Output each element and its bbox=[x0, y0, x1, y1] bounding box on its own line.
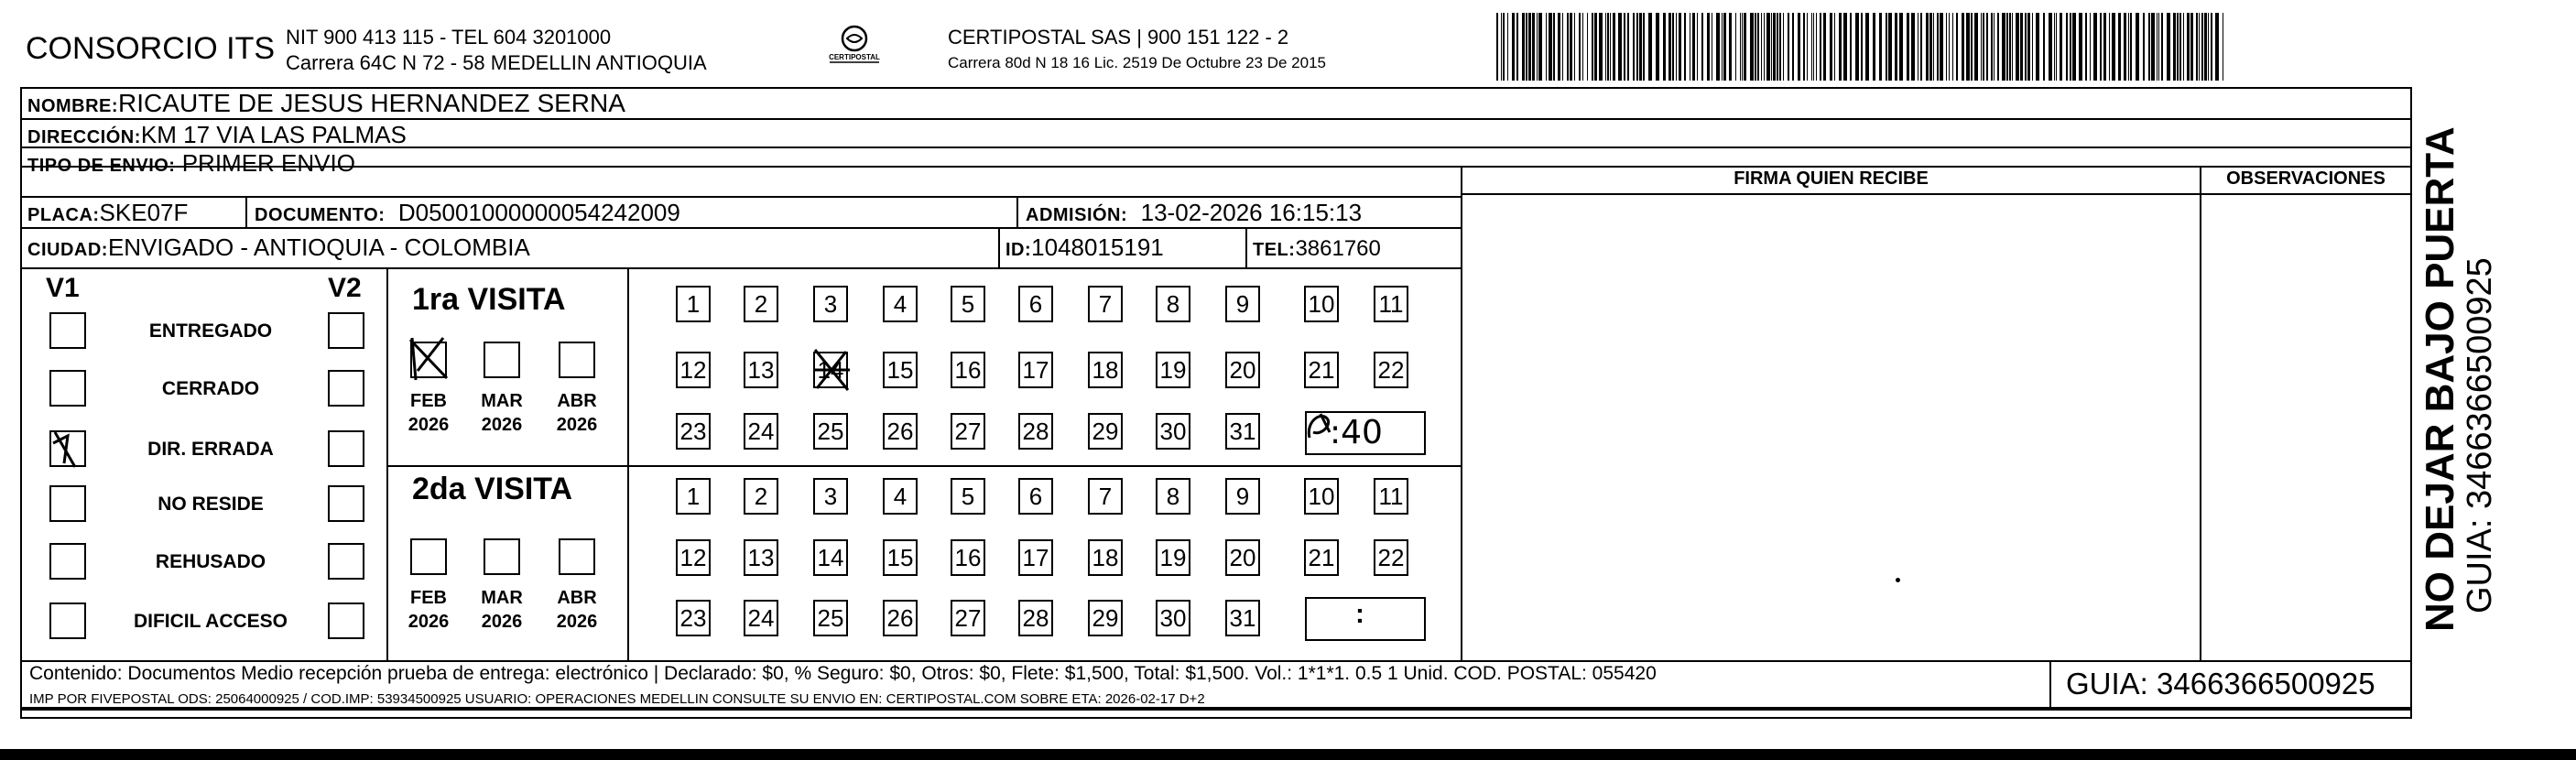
day-box[interactable]: 24 bbox=[744, 413, 778, 450]
visit2-time-box[interactable] bbox=[1305, 597, 1426, 641]
day-box[interactable]: 9 bbox=[1225, 286, 1260, 322]
status-label: REHUSADO bbox=[155, 551, 266, 572]
day-box[interactable]: 15 bbox=[883, 352, 918, 388]
carrier-name: CERTIPOSTAL SAS | 900 151 122 - 2 bbox=[948, 26, 1289, 49]
day-box[interactable]: 14 bbox=[813, 539, 848, 576]
v2-checkbox[interactable] bbox=[328, 543, 364, 580]
visit1-time-handwriting: :40 bbox=[1330, 414, 1383, 451]
ciudad-field: CIUDAD:ENVIGADO - ANTIOQUIA - COLOMBIA bbox=[27, 233, 530, 261]
day-box[interactable]: 31 bbox=[1225, 413, 1260, 450]
status-label: NO RESIDE bbox=[158, 494, 264, 515]
day-box[interactable]: 2 bbox=[744, 286, 778, 322]
year-label: 2026 bbox=[556, 612, 598, 632]
day-box[interactable]: 7 bbox=[1088, 478, 1123, 515]
status-label: CERRADO bbox=[161, 378, 260, 399]
day-box[interactable]: 25 bbox=[813, 413, 848, 450]
day-box[interactable]: 17 bbox=[1018, 539, 1053, 576]
month-label: FEB bbox=[410, 588, 447, 608]
v2-checkbox[interactable] bbox=[328, 485, 364, 522]
visit1-title: 1ra VISITA bbox=[412, 282, 566, 317]
side-text bbox=[2420, 55, 2499, 632]
month-checkbox[interactable] bbox=[559, 538, 595, 575]
v2-checkbox[interactable] bbox=[328, 430, 364, 467]
day-box[interactable]: 15 bbox=[883, 539, 918, 576]
day-box[interactable]: 30 bbox=[1156, 600, 1190, 636]
nombre-field: NOMBRE:RICAUTE DE JESUS HERNANDEZ SERNA bbox=[27, 89, 625, 117]
speck bbox=[1896, 578, 1900, 582]
day-box[interactable]: 28 bbox=[1018, 600, 1053, 636]
status-label: DIR. ERRADA bbox=[147, 439, 274, 460]
day-box[interactable]: 5 bbox=[951, 286, 985, 322]
documento-field: DOCUMENTO: D05001000000054242009 bbox=[255, 199, 680, 226]
day-box[interactable]: 1 bbox=[676, 478, 711, 515]
company-address: Carrera 64C N 72 - 58 MEDELLIN ANTIOQUIA bbox=[286, 51, 707, 74]
year-label: 2026 bbox=[408, 612, 450, 632]
day-box[interactable]: 10 bbox=[1304, 478, 1339, 515]
carrier-address: Carrera 80d N 18 16 Lic. 2519 De Octubre 23 De 2015 bbox=[948, 54, 1326, 71]
v1-checkbox[interactable] bbox=[49, 485, 86, 522]
v1-checkbox[interactable] bbox=[49, 603, 86, 639]
day-box[interactable]: 26 bbox=[883, 413, 918, 450]
day-box[interactable]: 18 bbox=[1088, 539, 1123, 576]
footer-imp: IMP POR FIVEPOSTAL ODS: 25064000925 / COD.IMP: 53934500925 USUARIO: OPERACIONES MEDELLIN CONSULTE SU ENVIO EN: CERTIPOSTAL.COM SOBRE ETA: 2026-02-17 D+2 bbox=[29, 691, 1205, 707]
day-box[interactable]: 30 bbox=[1156, 413, 1190, 450]
day-box[interactable]: 11 bbox=[1374, 286, 1408, 322]
day-box[interactable]: 18 bbox=[1088, 352, 1123, 388]
v2-checkbox[interactable] bbox=[328, 312, 364, 349]
feb-mark bbox=[407, 334, 454, 390]
side-guia: GUIA: 3466366500925 bbox=[2461, 257, 2499, 613]
day-box[interactable]: 13 bbox=[744, 539, 778, 576]
svg-text:CERTIPOSTAL: CERTIPOSTAL bbox=[829, 53, 880, 61]
day-box[interactable]: 7 bbox=[1088, 286, 1123, 322]
day-box[interactable]: 6 bbox=[1018, 478, 1053, 515]
day-mark bbox=[810, 346, 853, 398]
id-field: ID:1048015191 bbox=[1005, 233, 1164, 261]
day-box[interactable]: 13 bbox=[744, 352, 778, 388]
day-box[interactable]: 27 bbox=[951, 413, 985, 450]
firma-header: FIRMA QUIEN RECIBE bbox=[1734, 168, 1929, 189]
day-box[interactable]: 23 bbox=[676, 413, 711, 450]
month-checkbox[interactable] bbox=[410, 538, 447, 575]
v2-checkbox[interactable] bbox=[328, 603, 364, 639]
status-label: ENTREGADO bbox=[148, 320, 273, 342]
v1-checkbox[interactable] bbox=[49, 543, 86, 580]
day-box[interactable]: 22 bbox=[1374, 539, 1408, 576]
month-label: ABR bbox=[557, 391, 597, 411]
day-box[interactable]: 11 bbox=[1374, 478, 1408, 515]
v1-header: V1 bbox=[46, 273, 80, 303]
day-box[interactable]: 4 bbox=[883, 478, 918, 515]
dir-errada-mark bbox=[48, 427, 92, 475]
year-label: 2026 bbox=[556, 415, 598, 435]
day-box[interactable]: 16 bbox=[951, 539, 985, 576]
day-box[interactable]: 21 bbox=[1304, 352, 1339, 388]
day-box[interactable]: 3 bbox=[813, 286, 848, 322]
month-label: ABR bbox=[557, 588, 597, 608]
day-box[interactable]: 8 bbox=[1156, 478, 1190, 515]
month-label: FEB bbox=[410, 391, 447, 411]
certipostal-logo bbox=[813, 22, 896, 73]
v1-checkbox[interactable] bbox=[49, 370, 86, 407]
tipo-envio-field: TIPO DE ENVIO: PRIMER ENVIO bbox=[27, 149, 355, 177]
footer-guia: GUIA: 3466366500925 bbox=[2066, 667, 2375, 700]
day-box[interactable]: 19 bbox=[1156, 352, 1190, 388]
company-name: CONSORCIO ITS bbox=[26, 31, 276, 66]
month-checkbox[interactable] bbox=[484, 538, 520, 575]
day-box[interactable]: 3 bbox=[813, 478, 848, 515]
v1-checkbox[interactable] bbox=[49, 312, 86, 349]
company-nit: NIT 900 413 115 - TEL 604 3201000 bbox=[286, 26, 612, 49]
observaciones-header: OBSERVACIONES bbox=[2226, 168, 2386, 189]
day-box[interactable]: 17 bbox=[1018, 352, 1053, 388]
day-box[interactable]: 20 bbox=[1225, 352, 1260, 388]
day-box[interactable]: 25 bbox=[813, 600, 848, 636]
admision-field: ADMISIÓN: 13-02-2026 16:15:13 bbox=[1026, 199, 1363, 226]
year-label: 2026 bbox=[481, 415, 523, 435]
day-box[interactable]: 26 bbox=[883, 600, 918, 636]
barcode bbox=[1495, 13, 2227, 81]
day-box[interactable]: 24 bbox=[744, 600, 778, 636]
day-box[interactable]: 29 bbox=[1088, 600, 1123, 636]
day-box[interactable]: 22 bbox=[1374, 352, 1408, 388]
day-box[interactable]: 12 bbox=[676, 352, 711, 388]
day-box[interactable]: 2 bbox=[744, 478, 778, 515]
day-box[interactable]: 8 bbox=[1156, 286, 1190, 322]
day-box[interactable]: 23 bbox=[676, 600, 711, 636]
day-box[interactable]: 19 bbox=[1156, 539, 1190, 576]
year-label: 2026 bbox=[481, 612, 523, 632]
bottom-edge bbox=[0, 749, 2576, 760]
month-label: MAR bbox=[481, 391, 523, 411]
month-label: MAR bbox=[481, 588, 523, 608]
v2-header: V2 bbox=[328, 273, 362, 303]
month-checkbox[interactable] bbox=[559, 342, 595, 378]
v2-checkbox[interactable] bbox=[328, 370, 364, 407]
day-box[interactable]: 28 bbox=[1018, 413, 1053, 450]
day-box[interactable]: 5 bbox=[951, 478, 985, 515]
status-label: DIFICIL ACCESO bbox=[133, 611, 288, 632]
day-box[interactable]: 9 bbox=[1225, 478, 1260, 515]
placa-field: PLACA:SKE07F bbox=[27, 199, 189, 226]
day-box[interactable]: 27 bbox=[951, 600, 985, 636]
day-box[interactable]: 6 bbox=[1018, 286, 1053, 322]
visit2-title: 2da VISITA bbox=[412, 472, 573, 506]
day-box[interactable]: 31 bbox=[1225, 600, 1260, 636]
day-box[interactable]: 29 bbox=[1088, 413, 1123, 450]
footer-contenido: Contenido: Documentos Medio recepción prueba de entrega: electrónico | Declarado: $0, % Seguro: $0, Otros: $0, Flete: $1,500, Total: $1,500. Vol.: 1*1*1. 0.5 1 Unid. COD. POSTAL: 055420 bbox=[29, 663, 1657, 684]
day-box[interactable]: 1 bbox=[676, 286, 711, 322]
month-checkbox[interactable] bbox=[484, 342, 520, 378]
visit2-time-separator: : bbox=[1355, 599, 1364, 629]
day-box[interactable]: 20 bbox=[1225, 539, 1260, 576]
day-box[interactable]: 14 bbox=[813, 352, 848, 388]
tel-field: TEL:3861760 bbox=[1253, 236, 1381, 261]
year-label: 2026 bbox=[408, 415, 450, 435]
side-warning: NO DEJAR BAJO PUERTA bbox=[2418, 126, 2462, 632]
day-box[interactable]: 21 bbox=[1304, 539, 1339, 576]
day-box[interactable]: 10 bbox=[1304, 286, 1339, 322]
direccion-field: DIRECCIÓN:KM 17 VIA LAS PALMAS bbox=[27, 121, 407, 148]
visit1-time-scribble bbox=[1302, 405, 1348, 455]
day-box[interactable]: 4 bbox=[883, 286, 918, 322]
day-box[interactable]: 12 bbox=[676, 539, 711, 576]
day-box[interactable]: 16 bbox=[951, 352, 985, 388]
